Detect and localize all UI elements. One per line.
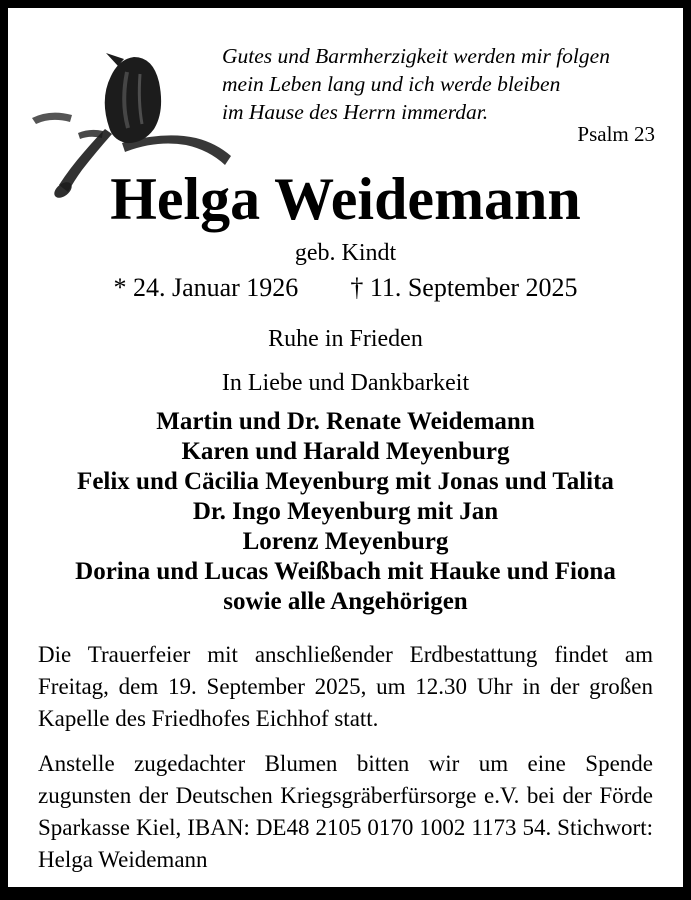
birth-date: * 24. Januar 1926 bbox=[113, 273, 299, 302]
closing-line: In Liebe und Dankbarkeit bbox=[221, 370, 470, 396]
deceased-name: Helga Weidemann bbox=[110, 166, 581, 232]
psalm-verse bbox=[222, 42, 610, 126]
psalm-source: Psalm 23 bbox=[577, 122, 655, 146]
epitaph: Ruhe in Frieden bbox=[268, 326, 423, 352]
funeral-details-paragraph: Die Trauerfeier mit anschließender Erdbestattung findet am Freitag, dem 19. September 2025, um 12.30 Uhr in der großen Kapelle des Friedhofes Eichhof statt. bbox=[38, 642, 653, 731]
donation-details-paragraph: Anstelle zugedachter Blumen bitten wir um eine Spende zugunsten der Deutschen Kriegsgräberfürsorge e.V. bei der Förde Sparkasse Kiel, IBAN: DE48 2105 0170 1002 1173 54. Stichwort: Helga Weidemann bbox=[38, 751, 653, 872]
verse-line: Gutes und Barmherzigkeit werden mir folgen bbox=[222, 44, 610, 68]
mourners-list bbox=[8, 407, 683, 617]
mourner-line: Martin und Dr. Renate Weidemann bbox=[156, 408, 535, 435]
mourner-line: Dorina und Lucas Weißbach mit Hauke und Fiona bbox=[75, 558, 616, 585]
mourner-line: Dr. Ingo Meyenburg mit Jan bbox=[192, 498, 499, 525]
verse-line: mein Leben lang und ich werde bleiben bbox=[222, 72, 561, 96]
mourner-line: Lorenz Meyenburg bbox=[242, 528, 449, 555]
mourner-line: sowie alle Angehörigen bbox=[223, 588, 468, 615]
maiden-name: geb. Kindt bbox=[294, 240, 397, 266]
death-date: † 11. September 2025 bbox=[350, 273, 578, 302]
mourner-line: Karen und Harald Meyenburg bbox=[181, 438, 510, 465]
mourner-line: Felix und Cäcilia Meyenburg mit Jonas und Talita bbox=[77, 468, 614, 495]
verse-line: im Hause des Herrn immerdar. bbox=[222, 100, 489, 124]
life-dates bbox=[8, 273, 683, 303]
